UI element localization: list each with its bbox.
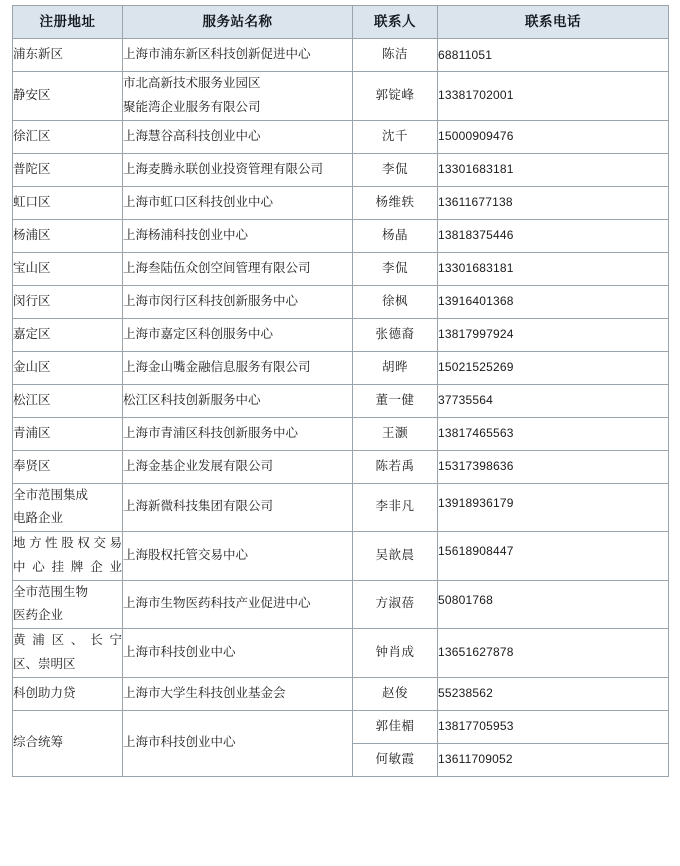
cell-address: [13, 629, 123, 678]
cell-contact-person: 李侃: [353, 252, 438, 285]
table-row: [13, 186, 669, 219]
cell-phone: 13817997924: [438, 318, 669, 351]
cell-contact-person: 陈洁: [353, 39, 438, 72]
station-name-line-2: 聚能湾企业服务有限公司: [123, 99, 261, 114]
address-line-2: 区、崇明区: [13, 656, 76, 671]
cell-contact-person: 沈千: [353, 120, 438, 153]
cell-contact-person: 杨晶: [353, 219, 438, 252]
cell-phone: 37735564: [438, 384, 669, 417]
cell-contact-person: 王灏: [353, 417, 438, 450]
cell-phone: 13611709052: [438, 743, 669, 776]
cell-address: [13, 580, 123, 629]
cell-address: 杨浦区: [13, 219, 123, 252]
cell-phone: 13381702001: [438, 72, 669, 121]
header-row: [13, 6, 669, 39]
cell-station-name: 上海叁陆伍众创空间管理有限公司: [123, 252, 353, 285]
cell-address: 徐汇区: [13, 120, 123, 153]
cell-station-name: 上海慧谷高科技创业中心: [123, 120, 353, 153]
cell-station-name: 上海市科技创业中心: [123, 710, 353, 776]
cell-station-name: 上海市生物医药科技产业促进中心: [123, 580, 353, 629]
table-row: [13, 710, 669, 743]
table-header: [13, 6, 669, 39]
cell-station-name: [123, 72, 353, 121]
cell-phone: 15317398636: [438, 450, 669, 483]
cell-contact-person: 赵俊: [353, 677, 438, 710]
cell-address: 奉贤区: [13, 450, 123, 483]
cell-station-name: 上海新微科技集团有限公司: [123, 483, 353, 532]
cell-station-name: 松江区科技创新服务中心: [123, 384, 353, 417]
cell-phone: 13916401368: [438, 285, 669, 318]
cell-address: 金山区: [13, 351, 123, 384]
table-row: [13, 219, 669, 252]
table-row: [13, 285, 669, 318]
address-line-1: 黄浦区、长宁: [13, 633, 122, 647]
cell-phone: 13817465563: [438, 417, 669, 450]
cell-address: 嘉定区: [13, 318, 123, 351]
cell-address: 浦东新区: [13, 39, 123, 72]
cell-phone: 13651627878: [438, 629, 669, 678]
table-row: [13, 532, 669, 581]
cell-address: 静安区: [13, 72, 123, 121]
table-body: [13, 39, 669, 777]
cell-contact-person: 何敏霞: [353, 743, 438, 776]
table-row: [13, 580, 669, 629]
cell-address: 闵行区: [13, 285, 123, 318]
table-row: [13, 677, 669, 710]
cell-contact-person: 郭锭峰: [353, 72, 438, 121]
cell-contact-person: 胡晔: [353, 351, 438, 384]
cell-phone: 15000909476: [438, 120, 669, 153]
cell-contact-person: 徐枫: [353, 285, 438, 318]
cell-phone: 13918936179: [438, 483, 669, 532]
address-line-1: 地方性股权交易: [13, 536, 122, 550]
cell-address: 综合统筹: [13, 710, 123, 776]
cell-phone: 13818375446: [438, 219, 669, 252]
address-line-2: 医药企业: [13, 608, 64, 623]
cell-station-name: 上海市大学生科技创业基金会: [123, 677, 353, 710]
cell-phone: 13301683181: [438, 252, 669, 285]
cell-contact-person: 钟肖成: [353, 629, 438, 678]
cell-contact-person: 张德裔: [353, 318, 438, 351]
cell-address: 宝山区: [13, 252, 123, 285]
cell-station-name: 上海金基企业发展有限公司: [123, 450, 353, 483]
cell-phone: 13817705953: [438, 710, 669, 743]
cell-phone: 55238562: [438, 677, 669, 710]
cell-address: 虹口区: [13, 186, 123, 219]
cell-address: [13, 483, 123, 532]
cell-contact-person: 杨维轶: [353, 186, 438, 219]
cell-address: 青浦区: [13, 417, 123, 450]
table-row: [13, 384, 669, 417]
table-row: [13, 629, 669, 678]
cell-contact-person: 吴歆晨: [353, 532, 438, 581]
cell-address: 科创助力贷: [13, 677, 123, 710]
address-line-1: 全市范围生物: [13, 584, 89, 599]
table-row: [13, 417, 669, 450]
cell-station-name: 上海市浦东新区科技创新促进中心: [123, 39, 353, 72]
column-header-contact-person: 联系人: [353, 6, 438, 39]
cell-contact-person: 董一健: [353, 384, 438, 417]
cell-station-name: 上海股权托管交易中心: [123, 532, 353, 581]
cell-contact-person: 陈若禹: [353, 450, 438, 483]
cell-contact-person: 李侃: [353, 153, 438, 186]
column-header-address: 注册地址: [13, 6, 123, 39]
cell-phone: 50801768: [438, 580, 669, 629]
cell-address: 松江区: [13, 384, 123, 417]
table-row: [13, 120, 669, 153]
table-row: [13, 351, 669, 384]
cell-station-name: 上海杨浦科技创业中心: [123, 219, 353, 252]
cell-contact-person: 方淑蓓: [353, 580, 438, 629]
table-row: [13, 153, 669, 186]
table-row: [13, 483, 669, 532]
address-line-2: 中心挂牌企业: [13, 559, 122, 574]
cell-address: 普陀区: [13, 153, 123, 186]
cell-address: [13, 532, 123, 581]
cell-station-name: 上海金山嘴金融信息服务有限公司: [123, 351, 353, 384]
cell-phone: 15021525269: [438, 351, 669, 384]
station-name-line-1: 市北高新技术服务业园区: [123, 76, 261, 90]
cell-phone: 68811051: [438, 39, 669, 72]
table-row: [13, 252, 669, 285]
address-line-1: 全市范围集成: [13, 487, 89, 502]
cell-station-name: 上海市闵行区科技创新服务中心: [123, 285, 353, 318]
address-line-2: 电路企业: [13, 511, 64, 526]
cell-phone: 15618908447: [438, 532, 669, 581]
column-header-phone: 联系电话: [438, 6, 669, 39]
cell-phone: 13611677138: [438, 186, 669, 219]
cell-station-name: 上海市嘉定区科创服务中心: [123, 318, 353, 351]
cell-contact-person: 李非凡: [353, 483, 438, 532]
cell-station-name: 上海麦腾永联创业投资管理有限公司: [123, 153, 353, 186]
cell-contact-person: 郭佳楣: [353, 710, 438, 743]
cell-station-name: 上海市青浦区科技创新服务中心: [123, 417, 353, 450]
cell-station-name: 上海市科技创业中心: [123, 629, 353, 678]
cell-phone: 13301683181: [438, 153, 669, 186]
table-row: [13, 39, 669, 72]
table-row: [13, 450, 669, 483]
table-row: [13, 72, 669, 121]
service-station-contact-table: [12, 5, 669, 777]
table-row: [13, 318, 669, 351]
cell-station-name: 上海市虹口区科技创业中心: [123, 186, 353, 219]
column-header-station-name: 服务站名称: [123, 6, 353, 39]
